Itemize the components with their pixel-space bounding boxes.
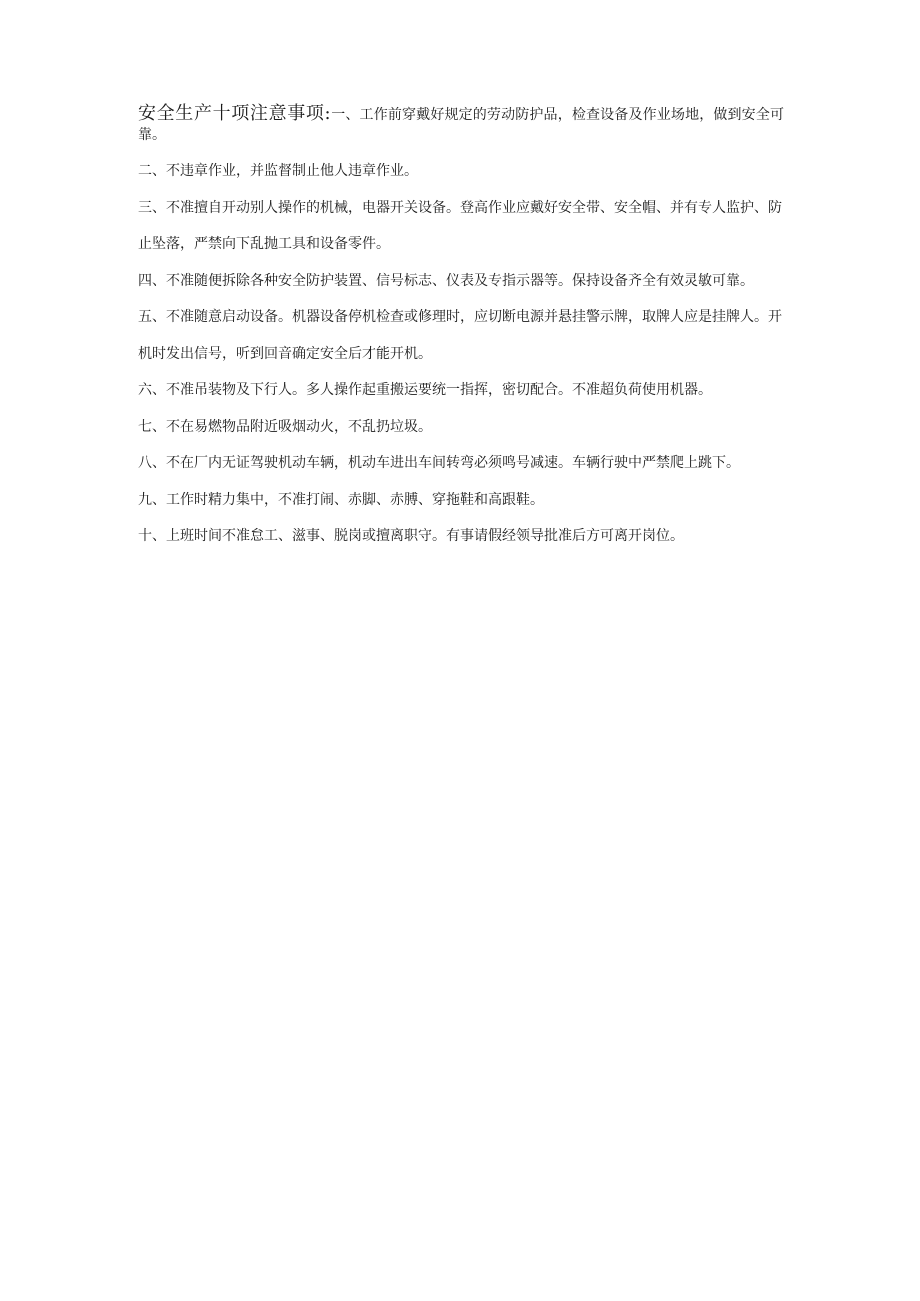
rule-item-1: 一、工作前穿戴好规定的劳动防护品，检查设备及作业场地，做到安全可靠。 [138, 107, 784, 143]
rule-item-5: 五、不准随意启动设备。机器设备停机检查或修理时，应切断电源并悬挂警示牌，取牌人应是挂牌人。开机时发出信号，听到回音确定安全后才能开机。 [138, 309, 782, 362]
intro-paragraph [138, 104, 784, 145]
rule-item-4: 四、不准随便拆除各种安全防护装置、信号标志、仪表及专指示器等。保持设备齐全有效灵敏可靠。 [138, 272, 754, 289]
rule-item-9: 九、工作时精力集中，不准打闹、赤脚、赤膊、穿拖鞋和高跟鞋。 [138, 491, 544, 508]
document-body [138, 104, 784, 555]
rule-item-2: 二、不违章作业，并监督制止他人违章作业。 [138, 163, 418, 179]
document-title: 安全生产十项注意事项: [138, 103, 332, 124]
rule-item-7: 七、不在易燃物品附近吸烟动火，不乱扔垃圾。 [138, 418, 432, 435]
rule-item-10: 十、上班时间不准怠工、滋事、脱岗或擅离职守。有事请假经领导批准后方可离开岗位。 [138, 528, 684, 544]
rule-item-3: 三、不准擅自开动别人操作的机械，电器开关设备。登高作业应戴好安全带、安全帽、并有专人监护、防止坠落，严禁向下乱抛工具和设备零件。 [138, 199, 782, 252]
rule-item-8: 八、不在厂内无证驾驶机动车辆，机动车进出车间转弯必须鸣号减速。车辆行驶中严禁爬上跳下。 [138, 455, 740, 471]
rule-item-6: 六、不准吊装物及下行人。多人操作起重搬运要统一指挥，密切配合。不准超负荷使用机器。 [138, 382, 712, 398]
